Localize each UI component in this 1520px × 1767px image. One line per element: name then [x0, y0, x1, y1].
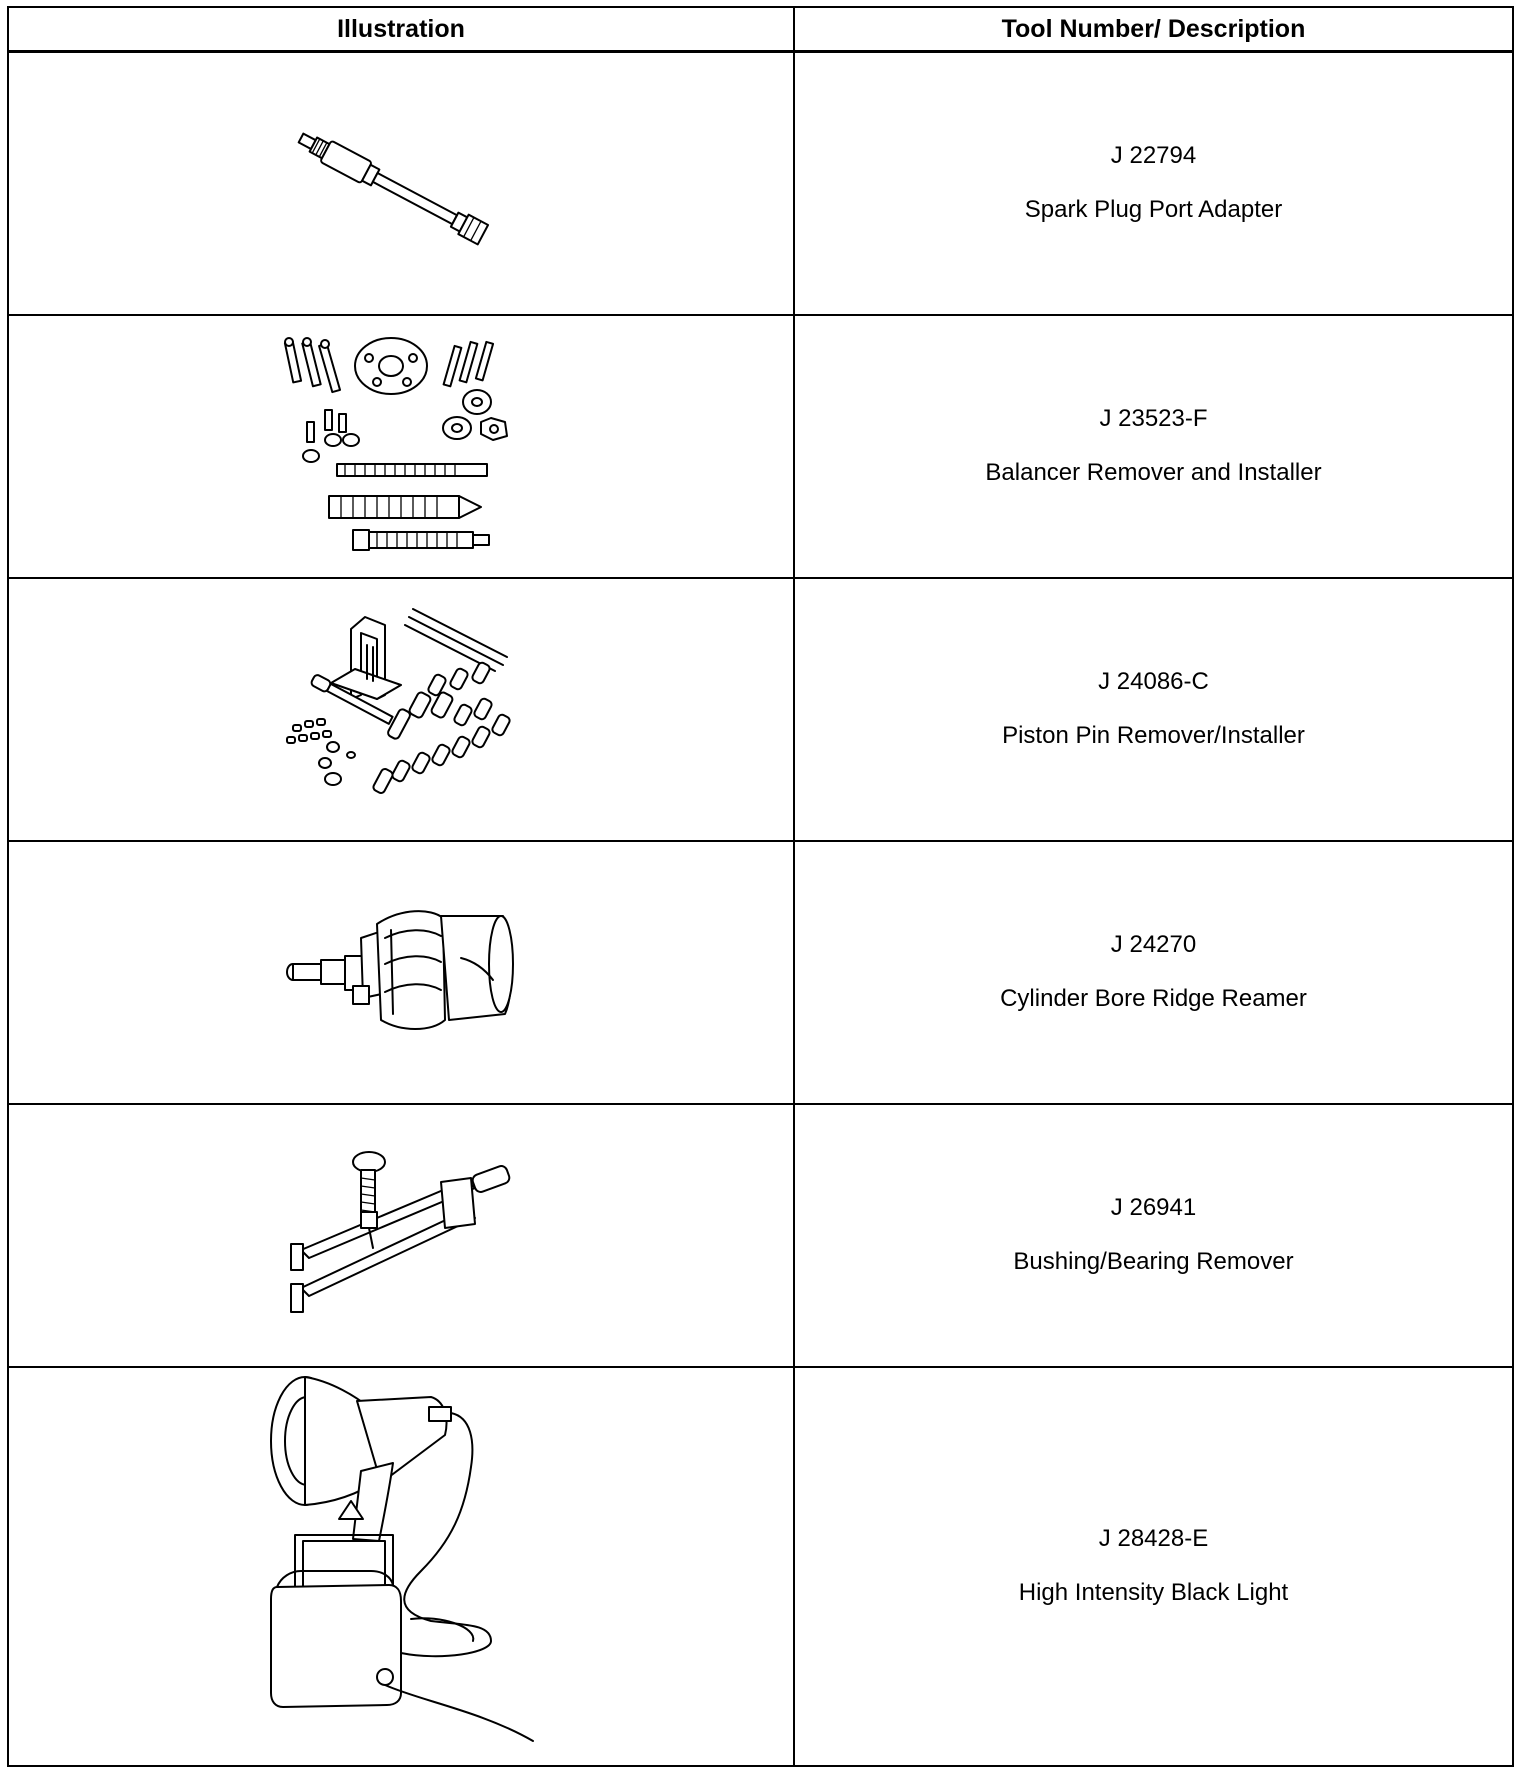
illustration-cell — [8, 1367, 794, 1766]
ridge-reamer-icon — [281, 902, 521, 1042]
black-light-icon — [261, 1371, 541, 1761]
illustration-cell — [8, 1104, 794, 1367]
table-row — [8, 841, 1513, 1104]
tool-description: Balancer Remover and Installer — [985, 459, 1322, 486]
tool-description: Cylinder Bore Ridge Reamer — [1000, 985, 1307, 1012]
tool-description: Spark Plug Port Adapter — [1024, 196, 1283, 224]
illustration-cell — [8, 315, 794, 578]
tool-cell — [794, 1367, 1513, 1766]
table-row — [8, 1104, 1513, 1367]
balancer-remover-installer-icon — [281, 336, 521, 556]
illustration-cell — [8, 578, 794, 841]
tool-number: J 23523-F — [1099, 405, 1208, 432]
spark-plug-port-adapter-icon — [281, 118, 521, 248]
table-row — [8, 1367, 1513, 1766]
table-row — [8, 578, 1513, 841]
tool-cell — [794, 1104, 1513, 1367]
tool-number: J 24270 — [1110, 931, 1197, 958]
special-tools-table — [7, 6, 1514, 1767]
bushing-bearing-remover-icon — [281, 1140, 521, 1330]
table-row — [8, 52, 1513, 315]
illustration-header: Illustration — [8, 7, 794, 52]
tool-description: High Intensity Black Light — [1018, 1579, 1289, 1606]
header-row — [8, 7, 1513, 52]
piston-pin-remover-installer-icon — [281, 599, 521, 819]
tool-cell — [794, 315, 1513, 578]
tool-cell — [794, 841, 1513, 1104]
tool-number: J 22794 — [1110, 142, 1197, 170]
tool-number: J 24086-C — [1098, 668, 1209, 695]
tool-header: Tool Number/ Description — [794, 7, 1513, 52]
tool-cell — [794, 578, 1513, 841]
illustration-cell — [8, 52, 794, 315]
tool-description: Bushing/Bearing Remover — [1013, 1248, 1294, 1275]
tool-number: J 26941 — [1110, 1194, 1197, 1221]
tool-description: Piston Pin Remover/Installer — [1002, 722, 1305, 749]
tool-number: J 28428-E — [1098, 1525, 1209, 1552]
tool-cell — [794, 52, 1513, 315]
table-row — [8, 315, 1513, 578]
illustration-cell — [8, 841, 794, 1104]
